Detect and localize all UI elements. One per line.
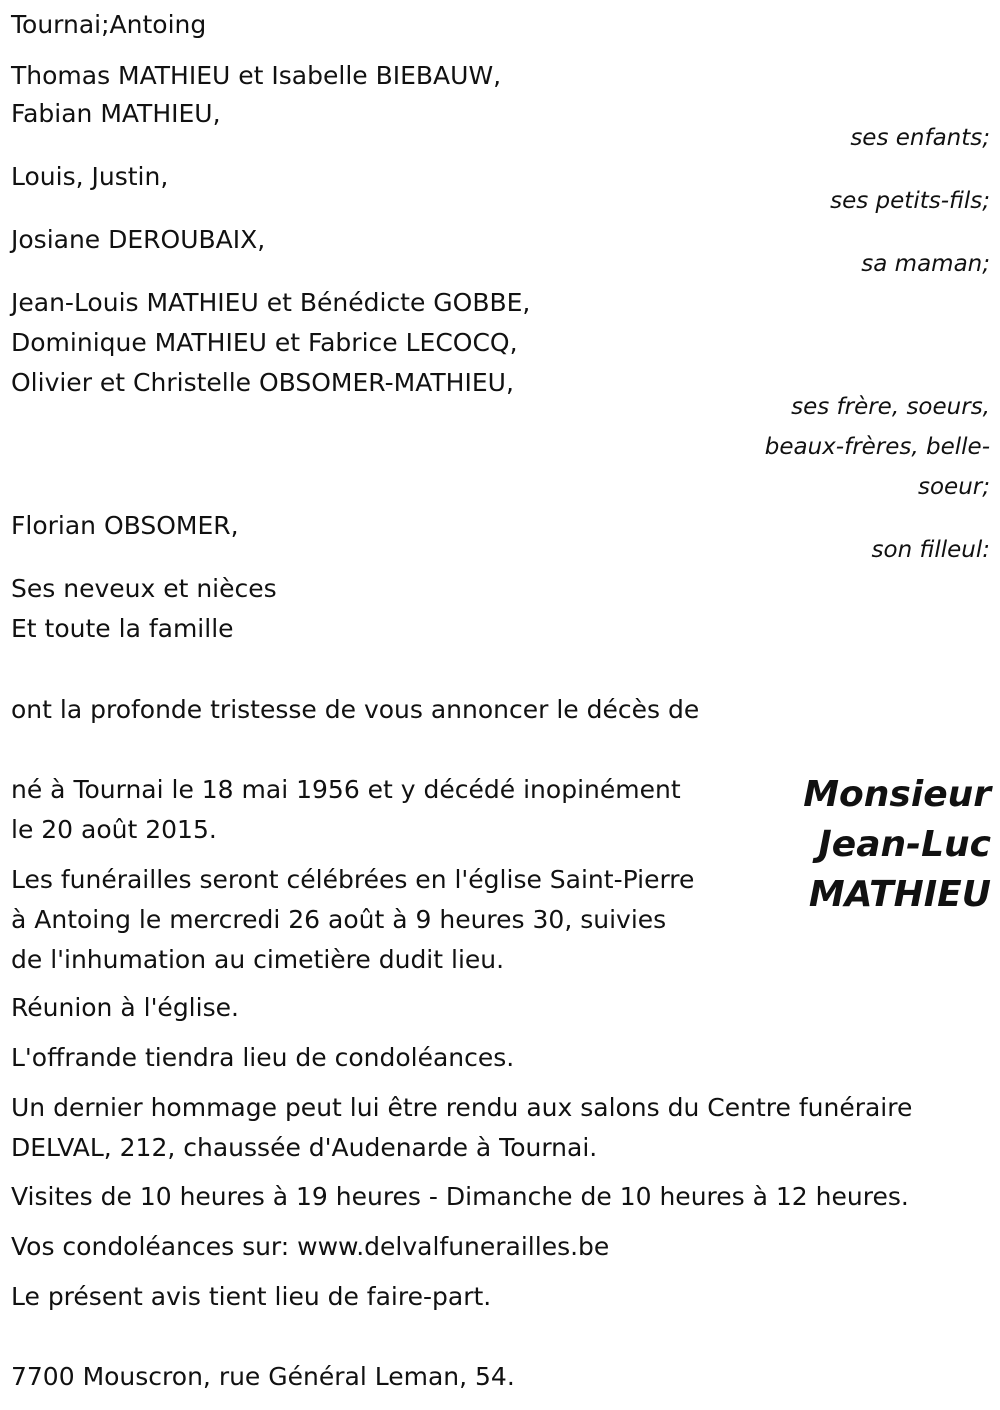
funeral-line-2: à Antoing le mercredi 26 août à 9 heures 30, suivies	[11, 905, 667, 934]
birth-death-line-1: né à Tournai le 18 mai 1956 et y décédé inopinément	[11, 775, 681, 804]
children-line-1: Thomas MATHIEU et Isabelle BIEBAUW,	[11, 61, 502, 90]
condolences-line: Vos condoléances sur: www.delvalfunerailles.be	[11, 1232, 610, 1261]
siblings-line-3: Olivier et Christelle OBSOMER-MATHIEU,	[11, 368, 514, 397]
grandchildren-role: ses petits-fils;	[830, 188, 990, 214]
tribute-line-2: DELVAL, 212, chaussée d'Audenarde à Tournai.	[11, 1133, 598, 1162]
birth-death-line-2: le 20 août 2015.	[11, 815, 217, 844]
tribute-line-1: Un dernier hommage peut lui être rendu aux salons du Centre funéraire	[11, 1093, 913, 1122]
meeting-line: Réunion à l'église.	[11, 993, 239, 1022]
location-header: Tournai;Antoing	[11, 10, 207, 39]
announcement-line: ont la profonde tristesse de vous annoncer le décès de	[11, 695, 700, 724]
deceased-title: Monsieur	[803, 774, 991, 815]
grandchildren-line: Louis, Justin,	[11, 162, 169, 191]
deceased-name	[803, 770, 991, 920]
siblings-role-line-3: soeur;	[918, 474, 990, 500]
godson-line: Florian OBSOMER,	[11, 511, 239, 540]
visits-line: Visites de 10 heures à 19 heures - Dimanche de 10 heures à 12 heures.	[11, 1182, 909, 1211]
siblings-role-line-1: ses frère, soeurs,	[791, 394, 990, 420]
mother-role: sa maman;	[861, 251, 990, 277]
children-role: ses enfants;	[850, 125, 990, 151]
siblings-role-line-2: beaux-frères, belle-	[764, 434, 990, 460]
funeral-line-1: Les funérailles seront célébrées en l'église Saint-Pierre	[11, 865, 695, 894]
address-line: 7700 Mouscron, rue Général Leman, 54.	[11, 1362, 515, 1391]
notice-line: Le présent avis tient lieu de faire-part.	[11, 1282, 492, 1311]
others-line-1: Ses neveux et nièces	[11, 574, 277, 603]
godson-role: son filleul:	[871, 537, 990, 563]
siblings-line-1: Jean-Louis MATHIEU et Bénédicte GOBBE,	[11, 288, 531, 317]
offering-line: L'offrande tiendra lieu de condoléances.	[11, 1043, 515, 1072]
deceased-last-name: MATHIEU	[808, 874, 991, 915]
siblings-line-2: Dominique MATHIEU et Fabrice LECOCQ,	[11, 328, 518, 357]
deceased-first-name: Jean-Luc	[818, 824, 991, 865]
others-line-2: Et toute la famille	[11, 614, 234, 643]
funeral-line-3: de l'inhumation au cimetière dudit lieu.	[11, 945, 505, 974]
mother-line: Josiane DEROUBAIX,	[11, 225, 266, 254]
children-line-2: Fabian MATHIEU,	[11, 99, 221, 128]
